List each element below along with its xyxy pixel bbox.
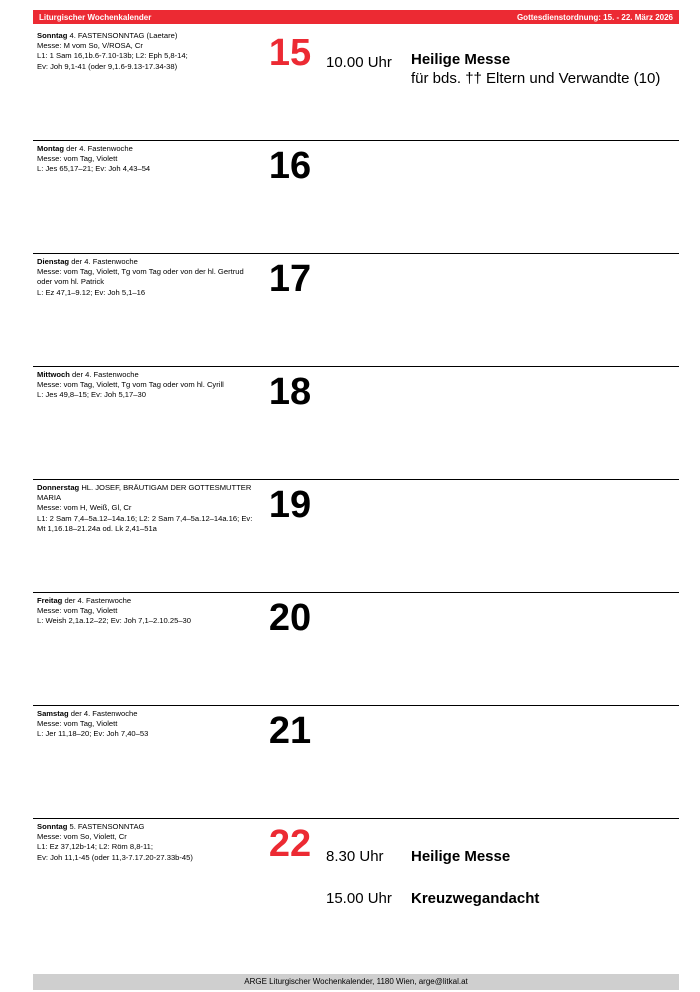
day-block: [33, 29, 679, 141]
event-list: [326, 51, 676, 104]
day-title: HL. JOSEF, BRÄUTIGAM DER GOTTESMUTTER MARIA: [37, 483, 252, 503]
day-name: Sonntag: [37, 31, 68, 40]
day-number: 15: [268, 32, 312, 74]
day-block: [33, 255, 679, 367]
day-name: Freitag: [37, 596, 63, 605]
info-line: L: Jer 11,18–20; Ev: Joh 7,40–53: [37, 729, 149, 739]
footer: ARGE Liturgischer Wochenkalender, 1180 Wien, arge@litkal.at: [33, 974, 679, 990]
info-line: Messe: vom Tag, Violett: [37, 606, 118, 616]
day-separator: [33, 818, 679, 819]
day-number: 19: [268, 484, 312, 526]
day-block: [33, 707, 679, 819]
day-number: 21: [268, 710, 312, 752]
day-name: Mittwoch: [37, 370, 70, 379]
day-name: Dienstag: [37, 257, 70, 266]
event-list: [326, 845, 676, 924]
header-date-range: Gottesdienstordnung: 15. - 22. März 2026: [516, 12, 673, 22]
day-name: Montag: [37, 144, 64, 153]
info-line: Messe: vom Tag, Violett, Tg vom Tag oder von der hl. Gertrud oder vom hl. Patrick: [37, 267, 244, 287]
info-line: L1: Ez 37,12b-14; L2: Röm 8,8-11;: [37, 842, 153, 852]
day-title: der 4. Fastenwoche: [69, 370, 139, 379]
day-name: Samstag: [37, 709, 69, 718]
day-number: 16: [268, 145, 312, 187]
info-line: Messe: vom Tag, Violett: [37, 154, 118, 164]
day-block: [33, 820, 679, 960]
event-description: für bds. †† Eltern und Verwandte (10): [411, 70, 661, 87]
day-separator: [33, 253, 679, 254]
header-title: Liturgischer Wochenkalender: [39, 12, 152, 22]
day-info: [37, 822, 259, 863]
day-block: [33, 142, 679, 254]
event-title: Heilige Messe: [411, 51, 511, 68]
day-separator: [33, 479, 679, 480]
info-line: L: Weish 2,1a.12–22; Ev: Joh 7,1–2.10.25–30: [37, 616, 191, 626]
day-info: [37, 483, 259, 534]
event: [326, 51, 676, 88]
event: [326, 887, 676, 908]
info-line: L: Jes 49,8–15; Ev: Joh 5,17–30: [37, 390, 146, 400]
day-title: der 4. Fastenwoche: [69, 257, 138, 266]
info-line: Messe: vom So, Violett, Cr: [37, 832, 127, 842]
day-name: Sonntag: [37, 822, 68, 831]
info-line: L1: 2 Sam 7,4–5a.12–14a.16; L2: 2 Sam 7,4–5a.12–14a.16; Ev: Mt 1,16.18–21.24a od. Lk 2,41–51a: [37, 513, 253, 533]
day-block: [33, 481, 679, 593]
day-info: [37, 257, 259, 298]
day-name: Donnerstag: [37, 483, 80, 492]
day-info: [37, 596, 259, 627]
day-info: [37, 709, 259, 740]
info-line: Messe: vom H, Weiß, Gl, Cr: [37, 503, 132, 513]
info-line: Messe: vom Tag, Violett: [37, 719, 118, 729]
info-line: L1: 1 Sam 16,1b.6-7.10-13b; L2: Eph 5,8-14;: [37, 51, 188, 61]
day-separator: [33, 592, 679, 593]
day-separator: [33, 366, 679, 367]
event-time: 15.00 Uhr: [326, 890, 392, 907]
day-title: der 4. Fastenwoche: [64, 144, 133, 153]
day-number: 17: [268, 258, 312, 300]
info-line: Messe: vom Tag, Violett, Tg vom Tag oder vom hl. Cyrill: [37, 380, 224, 390]
day-title: der 4. Fastenwoche: [68, 709, 138, 718]
event-title: Kreuzwegandacht: [411, 890, 540, 907]
day-title: 4. FASTENSONNTAG (Laetare): [67, 31, 178, 40]
calendar-header: [33, 10, 679, 24]
day-info: [37, 144, 259, 175]
day-block: [33, 368, 679, 480]
day-number: 22: [268, 823, 312, 865]
day-title: der 4. Fastenwoche: [62, 596, 132, 605]
info-line: L: Jes 65,17–21; Ev: Joh 4,43–54: [37, 164, 151, 174]
day-separator: [33, 705, 679, 706]
day-title: 5. FASTENSONNTAG: [67, 822, 145, 831]
day-separator: [33, 140, 679, 141]
info-line: L: Ez 47,1–9.12; Ev: Joh 5,1–16: [37, 287, 146, 297]
info-line: Ev: Joh 9,1-41 (oder 9,1.6-9.13-17.34-38): [37, 61, 178, 71]
day-number: 20: [268, 597, 312, 639]
info-line: Ev: Joh 11,1-45 (oder 11,3-7.17.20-27.33b-45): [37, 852, 193, 862]
day-info: [37, 31, 259, 72]
event: [326, 845, 676, 866]
event-time: 10.00 Uhr: [326, 54, 392, 71]
event-title: Heilige Messe: [411, 848, 511, 865]
day-info: [37, 370, 259, 401]
event-time: 8.30 Uhr: [326, 848, 384, 865]
info-line: Messe: M vom So, V/ROSA, Cr: [37, 41, 143, 51]
day-number: 18: [268, 371, 312, 413]
day-block: [33, 594, 679, 706]
